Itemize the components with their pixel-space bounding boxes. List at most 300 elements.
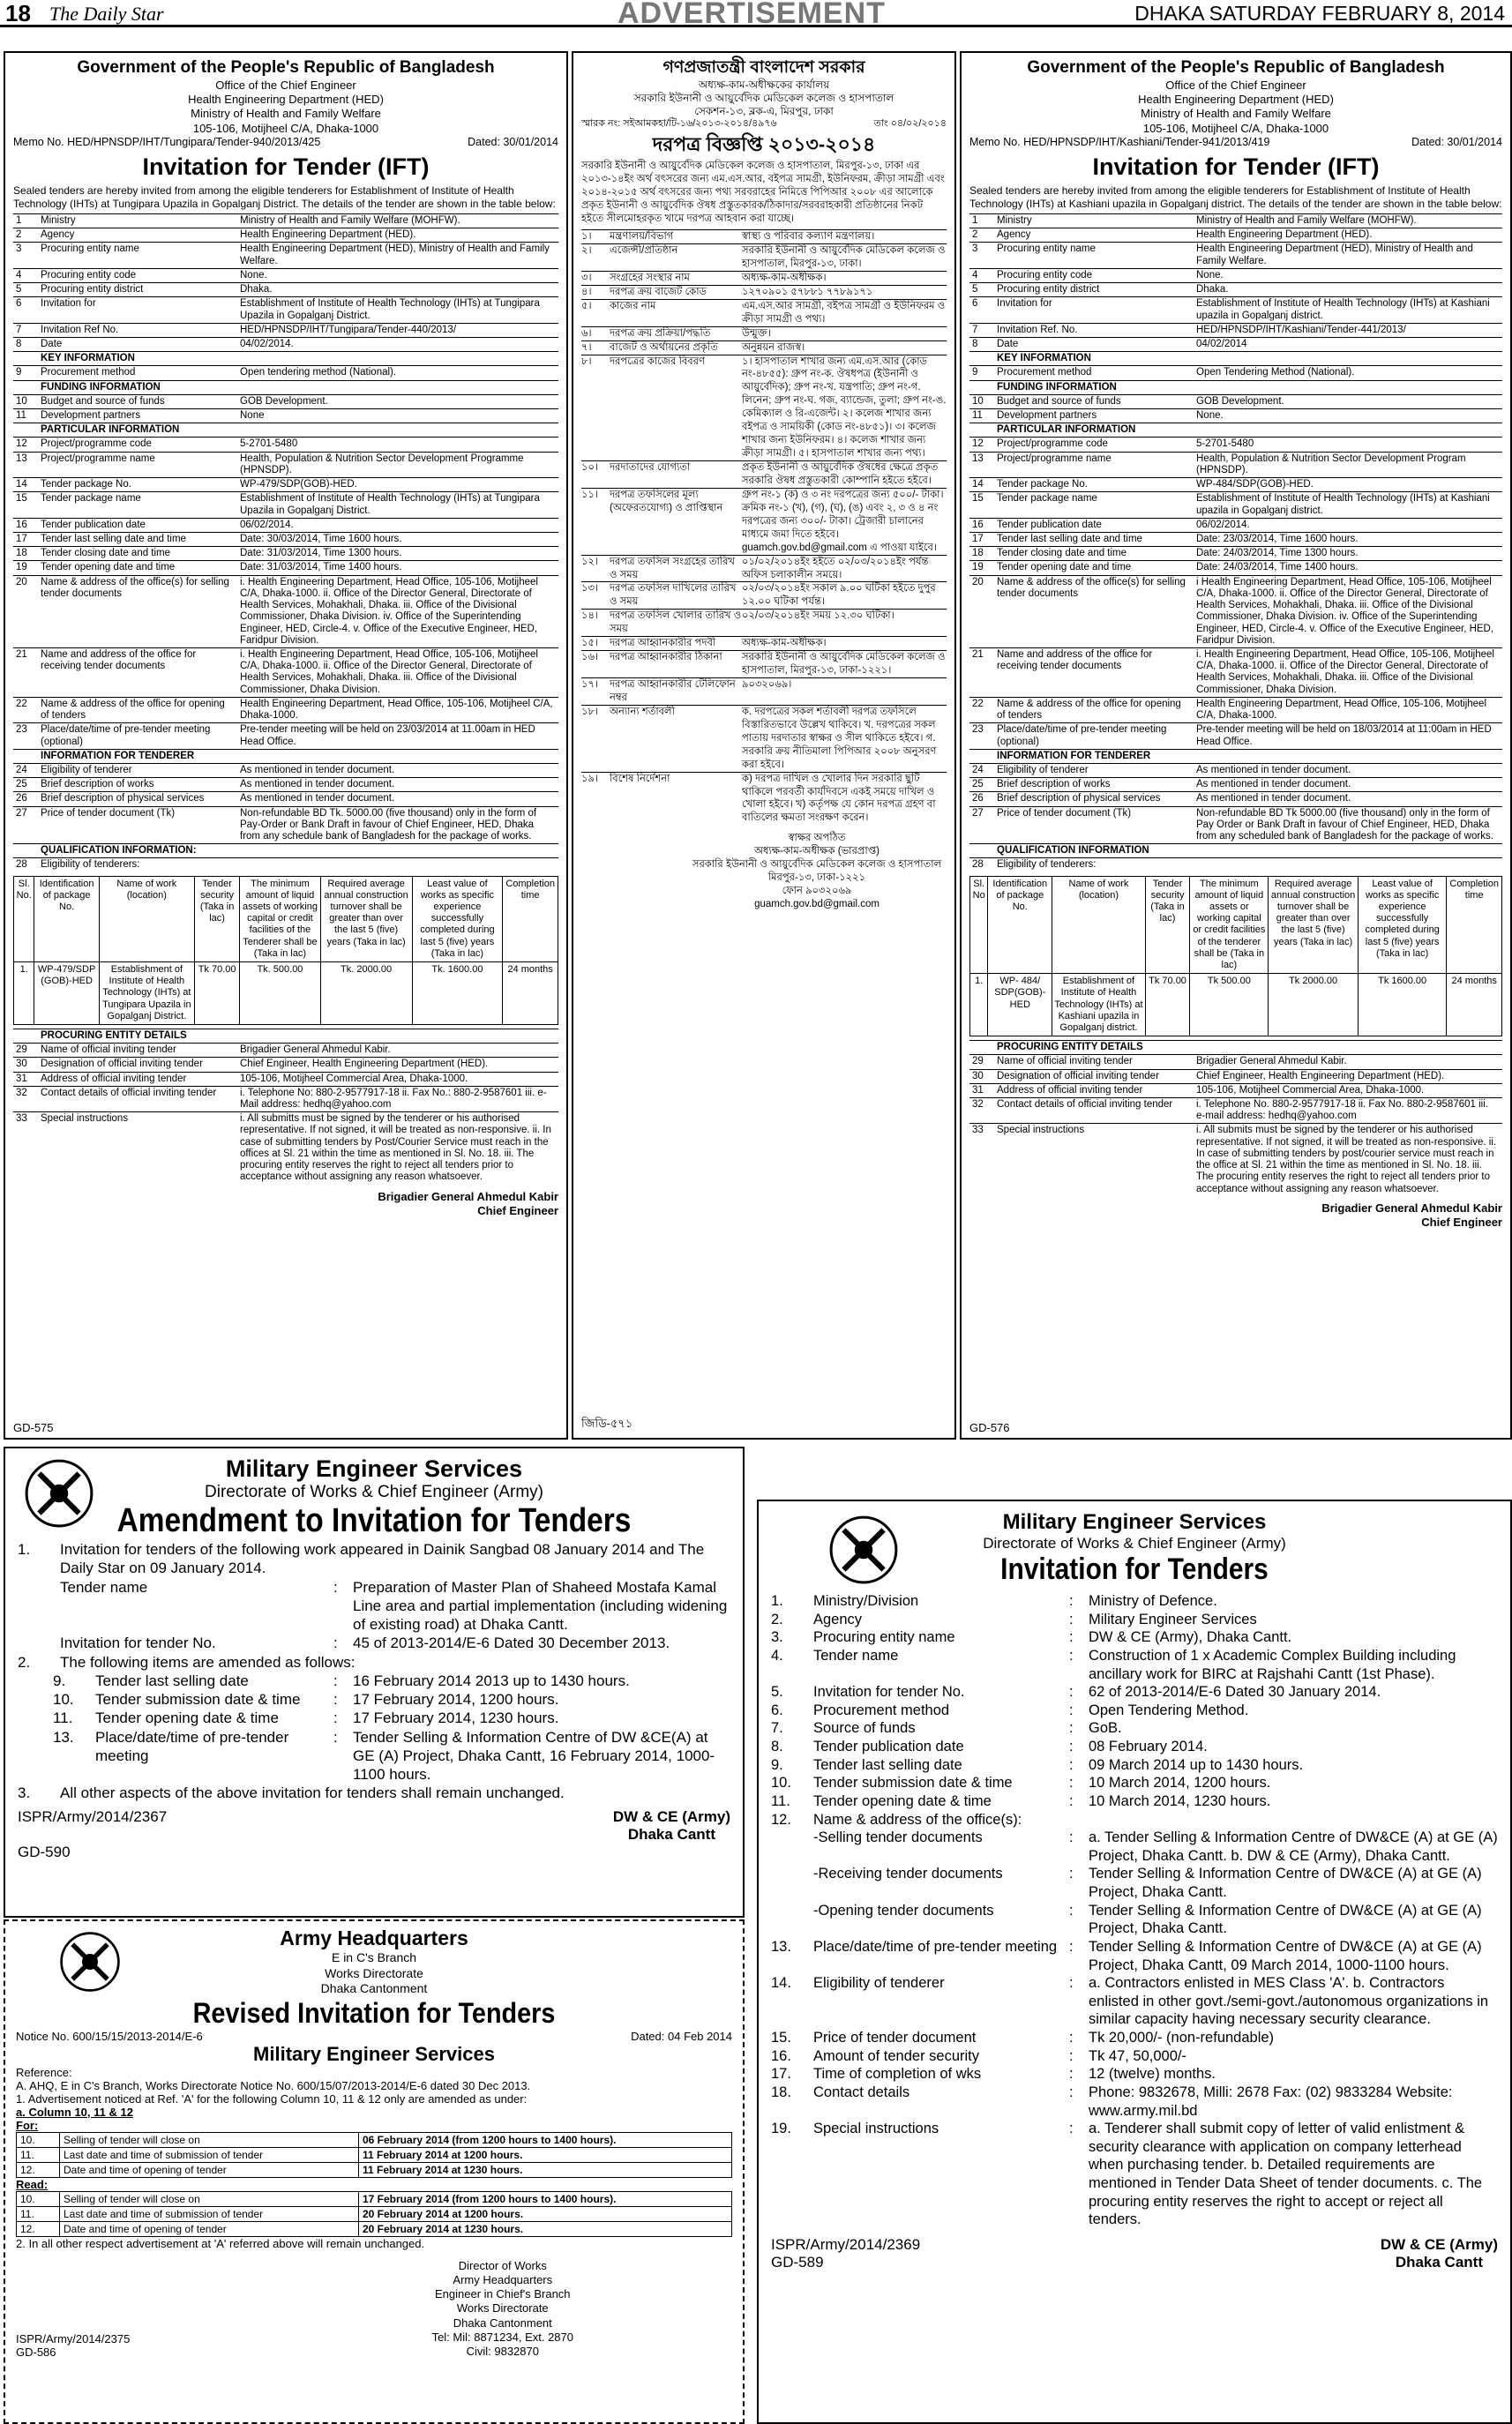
row-label: Invitation Ref No. bbox=[38, 323, 237, 337]
colon: : bbox=[1069, 1684, 1074, 1701]
row-value: As mentioned in tender document. bbox=[237, 763, 558, 777]
row-number: 8 bbox=[969, 337, 994, 351]
ad-org: Military Engineer Services bbox=[225, 1455, 523, 1482]
row-number: 29 bbox=[13, 1044, 38, 1058]
row-label: Invitation for bbox=[38, 297, 237, 323]
ad-sub: Military Engineer Services bbox=[253, 2042, 495, 2065]
memo-number: স্মারক নং: সইআমকহা/টি-১৬/২০১৩-২০১৪/৪৯৭৬ bbox=[581, 117, 777, 129]
row-label: Name & address of the office(s) for selling tender documents bbox=[38, 575, 237, 647]
row-value: উন্মুক্ত। bbox=[742, 327, 771, 339]
text-line: DW & CE (Army) bbox=[1380, 2235, 1498, 2253]
row-number: 10 bbox=[969, 394, 994, 408]
table-row bbox=[581, 677, 947, 705]
row-number: 6 bbox=[969, 297, 994, 323]
text-line: Dhaka Cantt bbox=[627, 1825, 715, 1843]
row-label: Budget and source of funds bbox=[38, 394, 237, 408]
table-row bbox=[969, 409, 1502, 423]
row-label: Invitation Ref. No. bbox=[994, 323, 1194, 337]
ad-office bbox=[16, 1950, 732, 1997]
row-number: 4 bbox=[969, 268, 994, 282]
notice-number: Notice No. 600/15/15/2013-2014/E-6 bbox=[16, 2029, 203, 2043]
row-label: Procuring entity code bbox=[994, 268, 1194, 282]
text-line: Dhaka Cantt bbox=[1395, 2253, 1483, 2271]
row-value: অধ্যক্ষ-কাম-অধীক্ষক। bbox=[742, 638, 827, 649]
table-row bbox=[13, 268, 558, 282]
row-value: 5-2701-5480 bbox=[237, 438, 558, 452]
row-value: ক) দরপত্র দাখিল ও খোলার দিন সরকারি ছুটি থাকিলে পরবর্তী কার্যদিবসে একই সময়ে দাখিল ও খোলা হইবে। খ) কর্তৃপক্ষ যে কোন দরপত্র গ্রহণ বা বাতিলের ক্ষমতা সংরক্ষণ করেন। bbox=[742, 773, 936, 824]
colon: : bbox=[333, 1672, 338, 1689]
table-row bbox=[969, 806, 1502, 844]
colon: : bbox=[1069, 1866, 1074, 1882]
table-row bbox=[969, 792, 1502, 806]
item-value: GoB. bbox=[1089, 1720, 1122, 1737]
row-value: Ministry of Health and Family Welfare (MOHFW). bbox=[1194, 213, 1502, 228]
ref-label: Reference: bbox=[16, 2065, 72, 2079]
row-label: QUALIFICATION INFORMATION: bbox=[38, 844, 237, 858]
row-label: দরপত্র আহ্বানকারীর ঠিকানা bbox=[610, 652, 722, 663]
table-cell: 24 months bbox=[503, 962, 558, 1025]
row-number: ১২। bbox=[581, 556, 599, 567]
row-label: Contact details of official inviting tender bbox=[38, 1086, 237, 1111]
text-line: Ministry of Health and Family Welfare bbox=[1141, 107, 1331, 121]
ad-gov-title: গণপ্রজাতন্ত্রী বাংলাদেশ সরকার bbox=[662, 58, 865, 77]
amend-item bbox=[18, 1690, 730, 1709]
row-value: None. bbox=[1194, 268, 1502, 282]
procuring-table bbox=[13, 1029, 558, 1185]
table-row bbox=[969, 337, 1502, 351]
row-number: 6 bbox=[13, 297, 38, 323]
row-label: Name and address of the office for receiving tender documents bbox=[994, 647, 1194, 697]
text-line: 105-106, Motijheel C/A, Dhaka-1000 bbox=[192, 121, 379, 135]
row-value: 06/02/2014. bbox=[237, 518, 558, 532]
table-row bbox=[969, 575, 1502, 647]
table-row bbox=[969, 533, 1502, 547]
row-label: KEY INFORMATION bbox=[994, 352, 1194, 366]
row-value: Health, Population & Nutrition Sector Development Program (HPNSDP). bbox=[1194, 452, 1502, 477]
table-row bbox=[969, 478, 1502, 492]
row-value bbox=[1194, 858, 1502, 872]
table-row bbox=[581, 229, 947, 243]
row-label: Project/programme code bbox=[38, 438, 237, 452]
row-value: Health Engineering Department (HED). bbox=[1194, 228, 1502, 243]
colon: : bbox=[1069, 1756, 1074, 1773]
text-line: স্বাক্ষর অপঠিত bbox=[788, 833, 846, 844]
table-row bbox=[969, 268, 1502, 282]
item-value: Open Tendering Method. bbox=[1089, 1702, 1249, 1718]
gd-number: GD-586 bbox=[16, 2345, 56, 2360]
table-row bbox=[13, 1112, 558, 1185]
tender-name-line: Tender name : Preparation of Master Plan of Shaheed Mostafa Kamal Line area and partial implementation (including widening of existing road) at Dhaka Cantt. bbox=[60, 1578, 728, 1633]
header-cell: Sl. No bbox=[970, 876, 988, 974]
table-row bbox=[581, 636, 947, 650]
row-label: মন্ত্রণালয়/বিভাগ bbox=[610, 231, 674, 243]
item-number: 18. bbox=[771, 2084, 791, 2100]
row-number: 14 bbox=[13, 478, 38, 492]
text-line: Ministry of Health and Family Welfare bbox=[191, 107, 381, 121]
table-row bbox=[969, 213, 1502, 228]
item-label: Procurement method bbox=[813, 1702, 950, 1718]
table-row bbox=[13, 323, 558, 337]
row-value: i. All submits must be signed by the tenderer or his authorised representative. If not signed, it will be treated as non-responsive. ii. In case of submitting tenders by post/courier service must reach in the office at Sl. 21 within the time as mentioned in Sl. No. 18. iii. The procuring entity reserves the right to reject all tenders prior to acceptance without assigning any reason whatsoever. bbox=[1194, 1124, 1502, 1196]
row-label: Development partners bbox=[994, 409, 1194, 423]
table-cell: 1. bbox=[14, 962, 34, 1025]
row-label: Tender opening date and time bbox=[38, 561, 237, 575]
row-label: Eligibility of tenderer bbox=[38, 763, 237, 777]
table-row bbox=[13, 1044, 558, 1058]
item-label: Amount of tender security bbox=[813, 2047, 980, 2064]
table-row bbox=[969, 423, 1502, 438]
row-label: Name of official inviting tender bbox=[38, 1044, 237, 1058]
row-value: ০২/০৩/২০১৪ইং সময় ১২.৩০ ঘটিকা। bbox=[742, 610, 894, 622]
table-cell: WP- 484/ SDP(GOB)-HED bbox=[988, 974, 1052, 1036]
text-line: guamch.gov.bd@gmail.com bbox=[754, 899, 880, 909]
ad-intro: Sealed tenders are hereby invited from among the eligible tenderers for Establishment of Institute of Health Technology (IHTs) at Tungipara Upazila in Gopalganj District. The details of the tender are shown in the table below: bbox=[13, 184, 556, 210]
row-value: ০১/০২/২০১৪ইং হইতে ০২/০৩/২০১৪ইং পর্যন্ত অফিস চলাকালীন সময়ে। bbox=[742, 556, 929, 580]
item-number: 11. bbox=[771, 1792, 790, 1809]
mes-item bbox=[771, 1628, 1498, 1647]
mes-item bbox=[771, 2065, 1498, 2084]
amend-item bbox=[18, 1728, 730, 1784]
item-number bbox=[771, 1865, 813, 1901]
item-value: Military Engineer Services bbox=[1089, 1611, 1257, 1627]
mes-item bbox=[771, 2120, 1498, 2229]
header-cell: Identification of package No. bbox=[34, 876, 99, 961]
row-number: ৮। bbox=[581, 355, 592, 367]
text-line: Army Headquarters bbox=[453, 2272, 553, 2286]
colon: : bbox=[1069, 1611, 1074, 1627]
row-number: 19 bbox=[969, 561, 994, 575]
row-number: ১৭। bbox=[581, 679, 599, 690]
row-number: 31 bbox=[969, 1083, 994, 1097]
item-value: DW & CE (Army), Dhaka Cantt. bbox=[1089, 1629, 1292, 1646]
table-row bbox=[969, 778, 1502, 792]
row-label: Procurement method bbox=[994, 366, 1194, 380]
table-row bbox=[969, 394, 1502, 408]
item-value: 10 March 2014, 1200 hours. bbox=[1089, 1775, 1271, 1792]
row-number bbox=[13, 844, 38, 858]
row-label: Selling of tender will close on bbox=[60, 2191, 359, 2206]
amend-para-1: 1. Invitation for tenders of the following work appeared in Dainik Sangbad 08 January 2014 and The Daily Star on 09 January 2014. bbox=[18, 1541, 705, 1577]
table-row bbox=[969, 647, 1502, 697]
table-row bbox=[13, 749, 558, 763]
item-number bbox=[771, 1829, 813, 1865]
table-row bbox=[13, 380, 558, 394]
ad-org: Army Headquarters bbox=[280, 1926, 468, 1949]
text-line: Dhaka Cantonment bbox=[320, 1981, 428, 1995]
text-line: Chief Engineer bbox=[477, 1203, 558, 1217]
row-label: Tender last selling date and time bbox=[38, 533, 237, 547]
row-number: 7 bbox=[13, 323, 38, 337]
row-label: কাজের নাম bbox=[610, 300, 656, 311]
row-value: 06/02/2014. bbox=[1194, 518, 1502, 532]
signature bbox=[613, 1808, 730, 1844]
row-label: Date bbox=[38, 337, 237, 351]
row-number: 25 bbox=[13, 778, 38, 792]
row-label: Eligibility of tenderers: bbox=[38, 858, 237, 872]
item-label: Tender last selling date bbox=[95, 1672, 249, 1689]
invitation-no-line: Invitation for tender No. : 45 of 2013-2014/E-6 Dated 30 December 2013. bbox=[60, 1635, 670, 1652]
item-number: 9. bbox=[771, 1756, 783, 1773]
row-number: 19 bbox=[13, 561, 38, 575]
row-number: 32 bbox=[969, 1098, 994, 1124]
header-cell: Least value of works as specific experience successfully completed during last 5 (five) years (Taka in lac) bbox=[1358, 876, 1446, 974]
row-label: Tender publication date bbox=[994, 518, 1194, 532]
table-row bbox=[13, 228, 558, 243]
row-value: সরকারি ইউনানী ও আয়ুর্বেদিক মেডিকেল কলেজ ও হাসপাতাল, মিরপুর-১৩, ঢাকা-১২২১। bbox=[742, 652, 946, 677]
item-number: 3. bbox=[771, 1629, 783, 1646]
memo-date: তাং ০৪/০২/২০১৪ bbox=[873, 117, 947, 129]
row-value: অনুন্নয়ন রাজস্ব। bbox=[742, 341, 805, 353]
table-row bbox=[969, 492, 1502, 518]
colon: : bbox=[1069, 2030, 1074, 2046]
ispr-number: ISPR/Army/2014/2375 bbox=[16, 2332, 131, 2346]
header-cell: Name of work (location) bbox=[1052, 876, 1145, 974]
row-label: INFORMATION FOR TENDERER bbox=[38, 749, 237, 763]
row-value: Brigadier General Ahmedul Kabir. bbox=[1194, 1055, 1502, 1069]
row-value bbox=[1194, 1041, 1502, 1055]
row-label: Tender last selling date and time bbox=[994, 533, 1194, 547]
row-value: Date: 31/03/2014, Time 1300 hours. bbox=[237, 547, 558, 561]
row-number: 12 bbox=[13, 438, 38, 452]
text-line: Engineer in Chief's Branch bbox=[435, 2287, 571, 2301]
row-label: Designation of official inviting tender bbox=[994, 1069, 1194, 1083]
table-row bbox=[969, 366, 1502, 380]
row-label: Address of official inviting tender bbox=[38, 1072, 237, 1086]
row-number: ১। bbox=[581, 231, 592, 243]
row-number: 33 bbox=[969, 1124, 994, 1196]
row-label: Brief description of works bbox=[38, 778, 237, 792]
amend-item bbox=[18, 1709, 730, 1727]
table-row bbox=[13, 423, 558, 438]
table-row bbox=[13, 297, 558, 323]
row-label: Special instructions bbox=[38, 1112, 237, 1185]
ad-directorate: Directorate of Works & Chief Engineer (Army) bbox=[205, 1483, 543, 1501]
mes-item bbox=[771, 1938, 1498, 1974]
row-number bbox=[13, 1029, 38, 1043]
row-label: Last date and time of submission of tender bbox=[60, 2147, 359, 2162]
header-cell: The minimum amount of liquid assets of working capital or credit facilities of the Tenderer shall be (Taka in lac) bbox=[240, 876, 320, 961]
row-label: Brief description of physical services bbox=[994, 792, 1194, 806]
row-label: Special instructions bbox=[994, 1124, 1194, 1196]
row-number bbox=[969, 844, 994, 858]
row-number bbox=[13, 749, 38, 763]
row-label: দরপত্র আহ্বানকারীর পদবী bbox=[610, 638, 716, 649]
text-line: সরকারি ইউনানী ও আয়ুর্বেদিক মেডিকেল কলেজ ও হাসপাতাল bbox=[633, 91, 894, 104]
colon: : bbox=[1069, 2066, 1074, 2083]
row-label: KEY INFORMATION bbox=[38, 352, 237, 366]
colon: : bbox=[1069, 1938, 1074, 1955]
row-value: GOB Development. bbox=[1194, 394, 1502, 408]
amend-item bbox=[18, 1672, 730, 1690]
table-row bbox=[969, 228, 1502, 243]
mes-item bbox=[771, 1756, 1498, 1775]
ad-title: Revised Invitation for Tenders bbox=[192, 1996, 556, 2029]
row-value: 20 February 2014 at 1200 hours. bbox=[359, 2206, 732, 2221]
row-label: এজেন্সী/প্রতিষ্ঠান bbox=[610, 245, 678, 256]
item-label: Ministry/Division bbox=[813, 1593, 919, 1609]
colon: : bbox=[1069, 1792, 1074, 1809]
row-label: Ministry bbox=[38, 213, 237, 228]
row-value: স্বাস্থ্য ও পরিবার কল্যাণ মন্ত্রণালয়। bbox=[742, 231, 875, 243]
item-label: Name & address of the office(s): bbox=[813, 1811, 1022, 1828]
row-number: ৬। bbox=[581, 327, 592, 339]
table-cell: Tk. 2000.00 bbox=[320, 962, 412, 1025]
text-line: ফোন ৯০৩২০৬৯ bbox=[782, 886, 852, 897]
item-value: Tender Selling & Information Centre of DW&CE (A) at GE (A) Project, Dhaka Cantt. bbox=[1089, 1902, 1482, 1937]
amend-items bbox=[18, 1672, 730, 1784]
text-line: Director of Works bbox=[458, 2258, 547, 2272]
signature bbox=[13, 1190, 558, 1219]
row-value: Establishment of Institute of Health Technology (IHTs) at Kashiani upazila in Gopalganj district. bbox=[1194, 492, 1502, 518]
row-value: Ministry of Health and Family Welfare (MOHFW). bbox=[237, 213, 558, 228]
row-number: 20 bbox=[13, 575, 38, 647]
table-row bbox=[17, 2162, 732, 2177]
row-number: ১৫। bbox=[581, 638, 599, 649]
tender-ad-tungipara bbox=[4, 51, 568, 1440]
row-number bbox=[969, 749, 994, 763]
procuring-table bbox=[969, 1040, 1502, 1196]
gd-number: GD-589 bbox=[771, 2253, 824, 2271]
colon: : bbox=[1069, 1902, 1074, 1919]
row-label: Tender package No. bbox=[994, 478, 1194, 492]
row-value: ১। হাসপাতাল শাখার জন্য এম.এস.আর (কোড নং-৪৮৫৫): গ্রুপ নং-ক. ঔষধপত্র (ইউনানী ও আয়ুর্বেদিক); গ্রুপ নং-খ. যন্ত্রপাতি; গ্রুপ নং-গ. লিনেন; গ্রুপ নং-ঘ. গজ, ব্যান্ডেজ, তুলা; গ্রুপ নং-ঙ. কেমিক্যাল ও রি-এজেন্ট। ২। কলেজ শাখার জন্য বইপত্র ও সাময়িকী (কোড নং-৪৮৫১)। ৩। কলেজ শাখার জন্য ইউনিফরম। ৪। কলেজ শাখার জন্য ক্রীড়া সামগ্রী। ৫। হাসপাতাল শাখার জন্য পথ্য। bbox=[742, 355, 947, 460]
header-cell: Name of work (location) bbox=[99, 876, 194, 961]
row-number: 8 bbox=[13, 337, 38, 351]
row-value: 17 February 2014 (from 1200 hours to 1400 hours). bbox=[359, 2191, 732, 2206]
table-row bbox=[13, 213, 558, 228]
row-number: ১৮। bbox=[581, 706, 599, 717]
table-row bbox=[969, 352, 1502, 366]
table-row bbox=[969, 697, 1502, 722]
row-label: PARTICULAR INFORMATION bbox=[994, 423, 1194, 438]
tender-table bbox=[581, 229, 947, 825]
item-number: 7. bbox=[771, 1720, 783, 1737]
row-number: 17 bbox=[969, 533, 994, 547]
ad-intro: সরকারি ইউনানী ও আয়ুর্বেদিক মেডিকেল কলেজ ও হাসপাতাল, মিরপুর-১৩, ঢাকা এর ২০১৩-১৪ইং অর্থ বৎসরের জন্য এম.এস.আর, বইপত্র সামগ্রী, ইউনিফরম, ক্রীড়া সামগ্রী এবং ২০১৪-২০১৫ অর্থ বৎসরের জন্য পথ্য সরবরাহের নিমিত্তে পিপিআর ২০০৮ এর আলোকে প্রকৃত ইউনানী ও আয়ুর্বেদিক ঔষধ প্রস্তুতকারক/ঠিকাদার/সরবরাহকারী প্রতিষ্ঠানের নিকট হইতে সীলমোহরকৃত খামে দরপত্র আহবান করা যাচ্ছে। bbox=[581, 161, 945, 225]
row-label: Project/programme name bbox=[38, 452, 237, 477]
table-row bbox=[14, 962, 558, 1025]
row-number: 11. bbox=[17, 2206, 60, 2221]
mes-item bbox=[771, 1592, 1498, 1611]
para-2: 2. In all other respect advertisement at 'A' referred above will remain unchanged. bbox=[16, 2236, 425, 2250]
item-number: 16. bbox=[771, 2047, 791, 2064]
text-line: Chief Engineer bbox=[1421, 1216, 1502, 1229]
row-number: 10. bbox=[17, 2191, 60, 2206]
table-row bbox=[581, 271, 947, 285]
row-value: Pre-tender meeting will be held on 18/03/2014 at 11:00am in HED Head Office. bbox=[1194, 723, 1502, 749]
row-label: Invitation for bbox=[994, 297, 1194, 323]
table-row bbox=[13, 792, 558, 806]
colon: : bbox=[1069, 2047, 1074, 2064]
mes-item bbox=[771, 1611, 1498, 1629]
item-label: Agency bbox=[813, 1611, 863, 1627]
item-label: Contact details bbox=[813, 2084, 910, 2100]
item-number: 5. bbox=[771, 1684, 783, 1701]
item-label: Tender submission date & time bbox=[95, 1691, 301, 1708]
row-value: 04/02/2014 bbox=[1194, 337, 1502, 351]
item-number: 14. bbox=[771, 1975, 791, 1992]
item-value: 17 February 2014, 1200 hours. bbox=[353, 1691, 559, 1708]
item-number: 2. bbox=[771, 1611, 783, 1627]
mes-item bbox=[771, 1829, 1498, 1865]
item-value: Tender Selling & Information Centre of DW&CE (A) at GE (A) Project, Dhaka Cantt. bbox=[1089, 1866, 1482, 1900]
ad-title: দরপত্র বিজ্ঞপ্তি ২০১৩-২০১৪ bbox=[652, 132, 876, 155]
row-number: 9 bbox=[13, 366, 38, 380]
ad-org: Military Engineer Services bbox=[1002, 1510, 1267, 1534]
item-value: Ministry of Defence. bbox=[1089, 1593, 1217, 1609]
item-value: Tender Selling & Information Centre of DW&CE (A) at GE (A) Project, Dhaka Cantt, 09 March 2014, 1000-1100 hours. bbox=[1089, 1938, 1482, 1973]
colon: : bbox=[1069, 1739, 1074, 1754]
mes-item bbox=[771, 1792, 1498, 1811]
item-number bbox=[771, 1902, 813, 1938]
item-number: 13. bbox=[771, 1938, 791, 1955]
table-row bbox=[17, 2191, 732, 2206]
row-label: PARTICULAR INFORMATION bbox=[38, 423, 237, 438]
item-label: Eligibility of tenderer bbox=[813, 1975, 945, 1992]
mes-item bbox=[771, 1974, 1498, 2029]
table-row bbox=[17, 2132, 732, 2147]
table-row bbox=[969, 1055, 1502, 1069]
row-number: 30 bbox=[969, 1069, 994, 1083]
item-value: 09 March 2014 up to 1430 hours. bbox=[1089, 1756, 1304, 1773]
row-number: 15 bbox=[969, 492, 994, 518]
row-label: Tender closing date and time bbox=[994, 547, 1194, 561]
colon: : bbox=[1069, 2121, 1074, 2137]
row-label: Tender publication date bbox=[38, 518, 237, 532]
row-value: As mentioned in tender document. bbox=[237, 792, 558, 806]
row-value: Open tendering method (National). bbox=[237, 366, 558, 380]
notice-date: Dated: 04 Feb 2014 bbox=[631, 2029, 732, 2043]
table-row bbox=[13, 518, 558, 532]
item-number: 1. bbox=[771, 1593, 783, 1609]
item-label: Place/date/time of pre-tender meeting bbox=[813, 1938, 1058, 1955]
row-number: 28 bbox=[969, 858, 994, 872]
row-label: Ministry bbox=[994, 213, 1194, 228]
row-number: 23 bbox=[13, 723, 38, 749]
table-row bbox=[969, 763, 1502, 777]
text-line: সেকশন-১৩, ব্লক-এ, মিরপুর, ঢাকা bbox=[694, 104, 834, 117]
row-number: 23 bbox=[969, 723, 994, 749]
row-value: অধ্যক্ষ-কাম-অধীক্ষক। bbox=[742, 272, 827, 283]
row-label: দরপত্র তফসিল দাখিলের তারিখ ও সময় bbox=[610, 583, 737, 608]
row-value: সরকারি ইউনানী ও আয়ুর্বেদিক মেডিকেল কলেজ ও হাসপাতাল, মিরপুর-১৩, ঢাকা। bbox=[742, 245, 946, 269]
mes-item bbox=[771, 1865, 1498, 1901]
row-value: Dhaka. bbox=[1194, 283, 1502, 297]
row-number bbox=[969, 1041, 994, 1055]
table-row bbox=[13, 723, 558, 749]
row-number: 22 bbox=[969, 697, 994, 722]
row-label: Address of official inviting tender bbox=[994, 1083, 1194, 1097]
row-label: Budget and source of funds bbox=[994, 394, 1194, 408]
row-number: 17 bbox=[13, 533, 38, 547]
item-label: -Receiving tender documents bbox=[813, 1866, 1003, 1882]
row-value: i. Health Engineering Department, Head Office, 105-106, Motijheel C/A, Dhaka-1000. ii. Office of the Director General, Directorate of Health Services, Mohakhali, Dhaka. iii. Office of the Divisional Commissioner, Dhaka Division. iv. Office of the Superintending Engineer, HED, Circle-4. v. Office of the Executive Engineer, HED, Faridpur Division. bbox=[237, 575, 558, 647]
row-value bbox=[237, 380, 558, 394]
issue-date: DHAKA SATURDAY FEBRUARY 8, 2014 bbox=[1134, 2, 1505, 25]
row-value: None. bbox=[237, 268, 558, 282]
row-value: HED/HPNSDP/IHT/Tungipara/Tender-440/2013/ bbox=[237, 323, 558, 337]
row-value: এম.এস.আর সামগ্রী, বইপত্র সামগ্রী ও ইউনিফরম ও ক্রীড়া সামগ্রী ও পথ্য। bbox=[742, 300, 946, 325]
gd-number: GD-575 bbox=[13, 1421, 54, 1434]
row-number: 22 bbox=[13, 697, 38, 722]
row-label: Procuring entity district bbox=[994, 283, 1194, 297]
item-value: 08 February 2014. bbox=[1089, 1739, 1208, 1754]
row-value: Date: 24/03/2014, Time 1300 hours. bbox=[1194, 547, 1502, 561]
row-value bbox=[1194, 749, 1502, 763]
item-number: 9. bbox=[53, 1672, 66, 1689]
text-line: Civil: 9832870 bbox=[466, 2345, 539, 2358]
row-value: As mentioned in tender document. bbox=[1194, 778, 1502, 792]
